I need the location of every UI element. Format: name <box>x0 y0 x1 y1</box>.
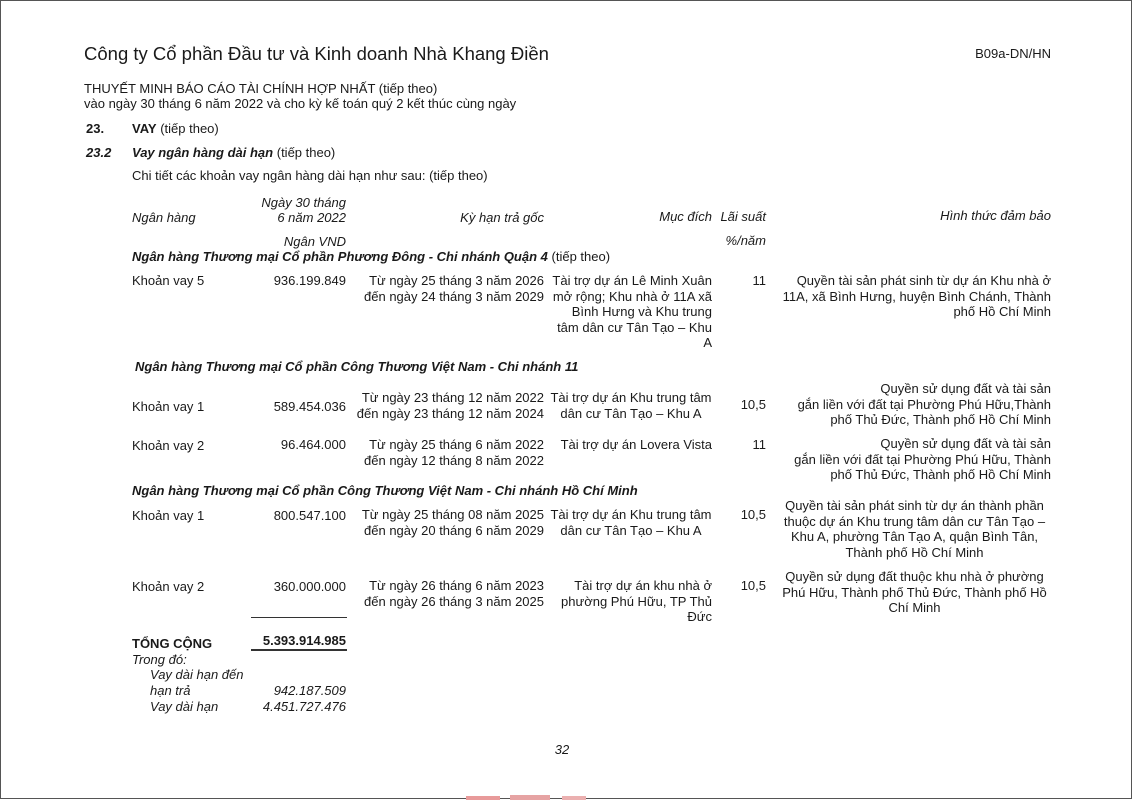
stamp-fragment <box>466 788 616 796</box>
section-title: VAY (tiếp theo) <box>132 121 219 136</box>
total-rule-top <box>251 617 347 618</box>
loan-collateral: Quyền tài sản phát sinh từ dự án Khu nhà ở 11A, xã Bình Hưng, huyện Bình Chánh, Thành phố Hồ Chí Minh <box>782 273 1051 319</box>
loan-amount: 96.464.000 <box>280 437 346 452</box>
loan-amount: 589.454.036 <box>273 399 346 414</box>
report-period: vào ngày 30 tháng 6 năm 2022 và cho kỳ kế toán quý 2 kết thúc cùng ngày <box>84 96 517 111</box>
form-code: B09a-DN/HN <box>975 46 1051 61</box>
current-portion-label: hạn trả <box>150 683 191 698</box>
loan-collateral: Quyền tài sản phát sinh từ dự án thành phần thuộc dự án Khu trung tâm dân cư Tân Tạo – Khu A, phường Tân Tạo A, quận Bình Tân, Thành phố Hồ Chí Minh <box>783 498 1046 560</box>
header-purpose: Mục đích <box>659 209 712 224</box>
loan-rate: 10,5 <box>740 397 766 412</box>
loan-purpose: Tài trợ dự án khu nhà ở phường Phú Hữu, TP Thủ Đức <box>561 578 712 624</box>
header-rate: Lãi suất <box>720 209 766 224</box>
loan-purpose: Tài trợ dự án Lovera Vista <box>560 437 712 452</box>
long-term-label: Vay dài hạn <box>150 699 219 714</box>
loan-purpose: Tài trợ dự án Lê Minh Xuân mở rộng; Khu nhà ở 11A xã Bình Hưng và Khu trung tâm dân cư Tân Tạo – Khu A <box>552 273 712 350</box>
header-bank: Ngân hàng <box>132 210 196 225</box>
loan-rate: 11 <box>752 437 766 452</box>
report-title: THUYẾT MINH BÁO CÁO TÀI CHÍNH HỢP NHẤT (tiếp theo) <box>84 81 438 96</box>
loan-term: Từ ngày 25 tháng 08 năm 2025 đến ngày 20 tháng 6 năm 2029 <box>361 507 544 538</box>
current-portion-amount: 942.187.509 <box>273 683 346 698</box>
loan-purpose: Tài trợ dự án Khu trung tâm dân cư Tân Tạo – Khu A <box>550 390 712 421</box>
header-rate-unit: %/năm <box>725 233 766 248</box>
loan-name: Khoản vay 2 <box>132 438 205 453</box>
loan-rate: 11 <box>752 273 766 288</box>
loan-name: Khoản vay 1 <box>132 508 205 523</box>
subsection-title: Vay ngân hàng dài hạn (tiếp theo) <box>132 145 336 160</box>
header-term: Kỳ hạn trả gốc <box>460 210 544 225</box>
total-label: TỔNG CỘNG <box>132 636 213 651</box>
bank-group-title: Ngân hàng Thương mại Cổ phần Công Thương Việt Nam - Chi nhánh Hồ Chí Minh <box>132 483 638 498</box>
loan-collateral: Quyền sử dụng đất và tài sản gắn liền với đất tại Phường Phú Hữu, Thành phố Thủ Đức, Thành phố Hồ Chí Minh <box>794 436 1051 482</box>
page-number: 32 <box>554 742 570 757</box>
header-collateral: Hình thức đảm bảo <box>940 208 1051 223</box>
loan-name: Khoản vay 2 <box>132 579 205 594</box>
loan-name: Khoản vay 1 <box>132 399 205 414</box>
subsection-number: 23.2 <box>86 145 112 160</box>
section-intro: Chi tiết các khoản vay ngân hàng dài hạn như sau: (tiếp theo) <box>132 168 488 183</box>
breakdown-label: Trong đó: <box>132 652 187 667</box>
loan-purpose: Tài trợ dự án Khu trung tâm dân cư Tân Tạo – Khu A <box>550 507 712 538</box>
header-date-line1: Ngày 30 tháng <box>261 195 346 210</box>
bank-group-title: Ngân hàng Thương mại Cổ phần Phương Đông - Chi nhánh Quận 4 (tiếp theo) <box>132 249 611 264</box>
loan-amount: 936.199.849 <box>273 273 346 288</box>
loan-amount: 360.000.000 <box>273 579 346 594</box>
loan-rate: 10,5 <box>740 578 766 593</box>
loan-term: Từ ngày 23 tháng 12 năm 2022 đến ngày 23 tháng 12 năm 2024 <box>356 390 544 421</box>
loan-name: Khoản vay 5 <box>132 273 205 288</box>
loan-term: Từ ngày 25 tháng 6 năm 2022 đến ngày 12 tháng 8 năm 2022 <box>364 437 544 468</box>
loan-collateral: Quyền sử dụng đất và tài sản gắn liền với đất tại Phường Phú Hữu,Thành phố Thủ Đức, Thành phố Hồ Chí Minh <box>797 381 1051 427</box>
company-name: Công ty Cổ phần Đầu tư và Kinh doanh Nhà Khang Điền <box>84 43 549 64</box>
header-date-line2: 6 năm 2022 <box>277 210 346 225</box>
total-amount: 5.393.914.985 <box>262 633 346 648</box>
loan-term: Từ ngày 26 tháng 6 năm 2023 đến ngày 26 tháng 3 năm 2025 <box>364 578 544 609</box>
loan-collateral: Quyền sử dụng đất thuộc khu nhà ở phường Phú Hữu, Thành phố Thủ Đức, Thành phố Hồ Chí Minh <box>782 569 1047 615</box>
loan-amount: 800.547.100 <box>273 508 346 523</box>
current-portion-label: Vay dài hạn đến <box>150 667 244 682</box>
header-currency: Ngân VND <box>283 234 346 249</box>
total-rule-bottom <box>251 649 347 651</box>
loan-rate: 10,5 <box>740 507 766 522</box>
loan-term: Từ ngày 25 tháng 3 năm 2026 đến ngày 24 tháng 3 năm 2029 <box>364 273 544 304</box>
bank-group-title: Ngân hàng Thương mại Cổ phần Công Thương Việt Nam - Chi nhánh 11 <box>135 359 579 374</box>
section-number: 23. <box>86 121 105 136</box>
long-term-amount: 4.451.727.476 <box>262 699 346 714</box>
